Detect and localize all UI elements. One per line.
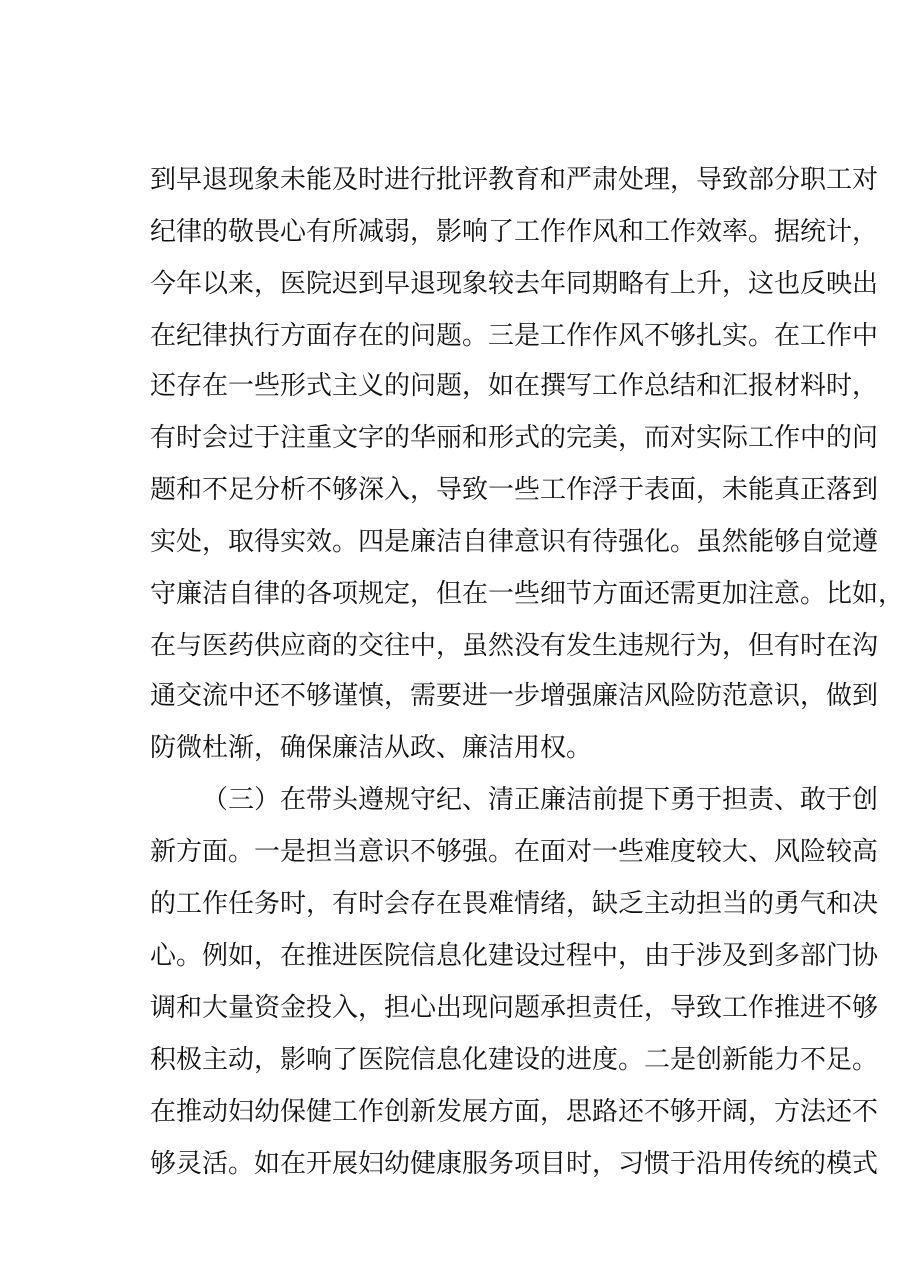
section-heading-line: （三）在带头遵规守纪、清正廉洁前提下勇于担责、敢于创 [202,785,879,815]
paragraph-line: 在推动妇幼保健工作创新发展方面，思路还不够开阔，方法还不 [150,1097,879,1127]
paragraph-line: 有时会过于注重文字的华丽和形式的完美，而对实际工作中的问 [150,423,879,453]
paragraph-line: 通交流中还不够谨慎，需要进一步增强廉洁风险防范意识，做到 [150,681,879,711]
paragraph-line: 还存在一些形式主义的问题，如在撰写工作总结和汇报材料时， [150,371,879,401]
paragraph-line: 够灵活。如在开展妇幼健康服务项目时，习惯于沿用传统的模式 [150,1149,879,1179]
paragraph-line: 积极主动，影响了医院信息化建设的进度。二是创新能力不足。 [150,1045,879,1075]
paragraph-line: 新方面。一是担当意识不够强。在面对一些难度较大、风险较高 [150,837,879,867]
paragraph-line: 心。例如，在推进医院信息化建设过程中，由于涉及到多部门协 [150,941,879,971]
paragraph-line: 调和大量资金投入，担心出现问题承担责任，导致工作推进不够 [150,993,879,1023]
paragraph-line: 实处，取得实效。四是廉洁自律意识有待强化。虽然能够自觉遵 [150,527,879,557]
paragraph-line: 的工作任务时，有时会存在畏难情绪，缺乏主动担当的勇气和决 [150,889,879,919]
paragraph-line: 纪律的敬畏心有所减弱，影响了工作作风和工作效率。据统计， [150,217,879,247]
paragraph-line: 在与医药供应商的交往中，虽然没有发生违规行为，但有时在沟 [150,631,879,661]
paragraph-line: 题和不足分析不够深入，导致一些工作浮于表面，未能真正落到 [150,475,879,505]
paragraph-line: 在纪律执行方面存在的问题。三是工作作风不够扎实。在工作中 [150,321,879,351]
paragraph-line: 防微杜渐，确保廉洁从政、廉洁用权。 [150,733,593,763]
paragraph-line: 到早退现象未能及时进行批评教育和严肃处理，导致部分职工对 [150,165,879,195]
paragraph-line: 守廉洁自律的各项规定，但在一些细节方面还需更加注意。比如， [150,579,905,609]
paragraph-line: 今年以来，医院迟到早退现象较去年同期略有上升，这也反映出 [150,269,879,299]
